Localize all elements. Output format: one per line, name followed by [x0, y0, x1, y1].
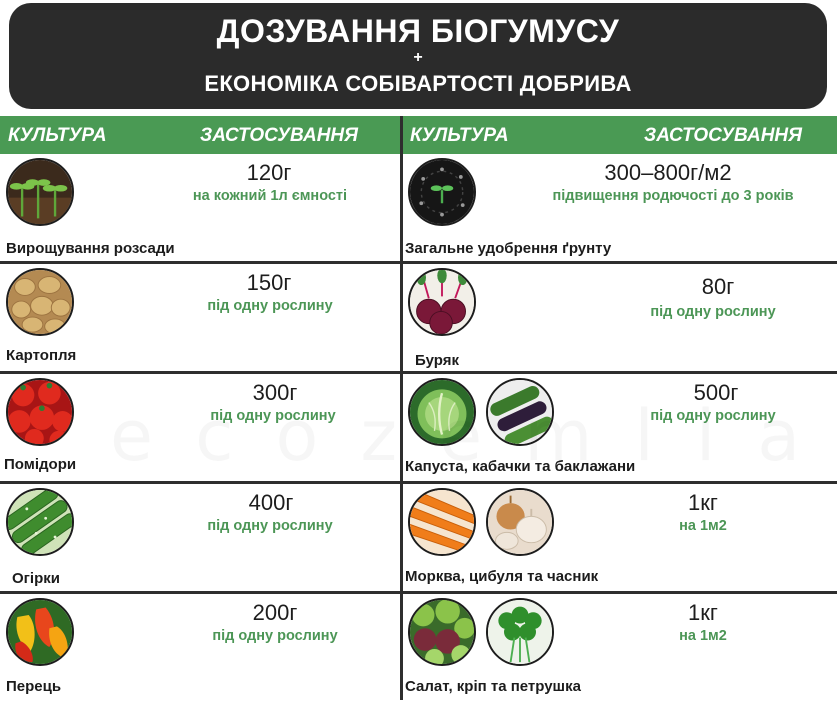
dosage-amount: 400г	[248, 490, 294, 515]
title-plus: +	[413, 49, 423, 66]
table-row	[0, 374, 837, 484]
culture-cell	[403, 374, 837, 481]
culture-cell	[0, 264, 400, 371]
dosage-amount: 1кг	[688, 490, 718, 515]
seedling-icon	[6, 158, 74, 226]
culture-name: Вирощування розсади	[6, 240, 175, 257]
dosage-note: під одну рослину	[210, 408, 336, 424]
dosage-note: під одну рослину	[650, 304, 776, 320]
dosage-note: підвищення родючості до 3 років	[552, 188, 794, 204]
culture-cell	[403, 154, 837, 261]
dosage-amount: 120г	[246, 160, 292, 185]
culture-name: Морква, цибуля та часник	[405, 568, 599, 585]
dosage-note: на 1м2	[679, 518, 727, 534]
onion-garlic-icon	[486, 488, 554, 556]
herbs-icon	[486, 598, 554, 666]
table-header	[0, 116, 837, 154]
dosage-amount: 500г	[693, 380, 739, 405]
dosage-amount: 80г	[701, 274, 735, 299]
table-row	[0, 154, 837, 264]
culture-cell	[0, 484, 400, 591]
table-row	[0, 594, 837, 704]
culture-cell	[0, 374, 400, 481]
lettuce-icon	[408, 598, 476, 666]
table-row	[0, 264, 837, 374]
page-title: ДОЗУВАННЯ БІОГУМУСУ	[216, 13, 620, 49]
header-left-application: ЗАСТОСУВАННЯ	[200, 125, 358, 146]
soil-sprout-icon	[408, 158, 476, 226]
header-left-culture: КУЛЬТУРА	[8, 125, 107, 146]
dosage-amount: 150г	[246, 270, 292, 295]
tomato-icon	[6, 378, 74, 446]
culture-cell	[403, 594, 837, 701]
dosage-note: під одну рослину	[212, 628, 338, 644]
dosage-amount: 1кг	[688, 600, 718, 625]
culture-cell	[403, 484, 837, 591]
culture-name: Огірки	[12, 570, 60, 587]
culture-cell	[403, 264, 837, 371]
culture-name: Капуста, кабачки та баклажани	[405, 458, 636, 475]
potato-icon	[6, 268, 74, 336]
dosage-note: на кожний 1л ємності	[192, 188, 348, 204]
column-divider	[400, 116, 403, 700]
title-banner	[9, 3, 827, 109]
header-right-culture: КУЛЬТУРА	[410, 125, 509, 146]
dosage-note: під одну рослину	[650, 408, 776, 424]
culture-name: Салат, кріп та петрушка	[405, 678, 581, 695]
zucchini-eggplant-icon	[486, 378, 554, 446]
dosage-note: на 1м2	[679, 628, 727, 644]
pepper-icon	[6, 598, 74, 666]
dosage-amount: 200г	[252, 600, 298, 625]
culture-cell	[0, 594, 400, 701]
culture-name: Помідори	[4, 456, 77, 473]
beet-icon	[408, 268, 476, 336]
cucumber-icon	[6, 488, 74, 556]
page-subtitle: ЕКОНОМІКА СОБІВАРТОСТІ ДОБРИВА	[204, 71, 632, 96]
culture-name: Перець	[6, 678, 62, 695]
culture-name: Загальне удобрення ґрунту	[405, 240, 612, 257]
culture-cell	[0, 154, 400, 261]
dosage-note: під одну рослину	[207, 518, 333, 534]
dosage-amount: 300–800г/м2	[604, 160, 732, 185]
cabbage-icon	[408, 378, 476, 446]
dosage-note: під одну рослину	[207, 298, 333, 314]
carrot-icon	[408, 488, 476, 556]
table-row	[0, 484, 837, 594]
dosage-amount: 300г	[252, 380, 298, 405]
header-right-application: ЗАСТОСУВАННЯ	[644, 125, 802, 146]
dosage-table	[0, 116, 837, 700]
culture-name: Картопля	[6, 347, 77, 364]
culture-name: Буряк	[415, 352, 459, 369]
